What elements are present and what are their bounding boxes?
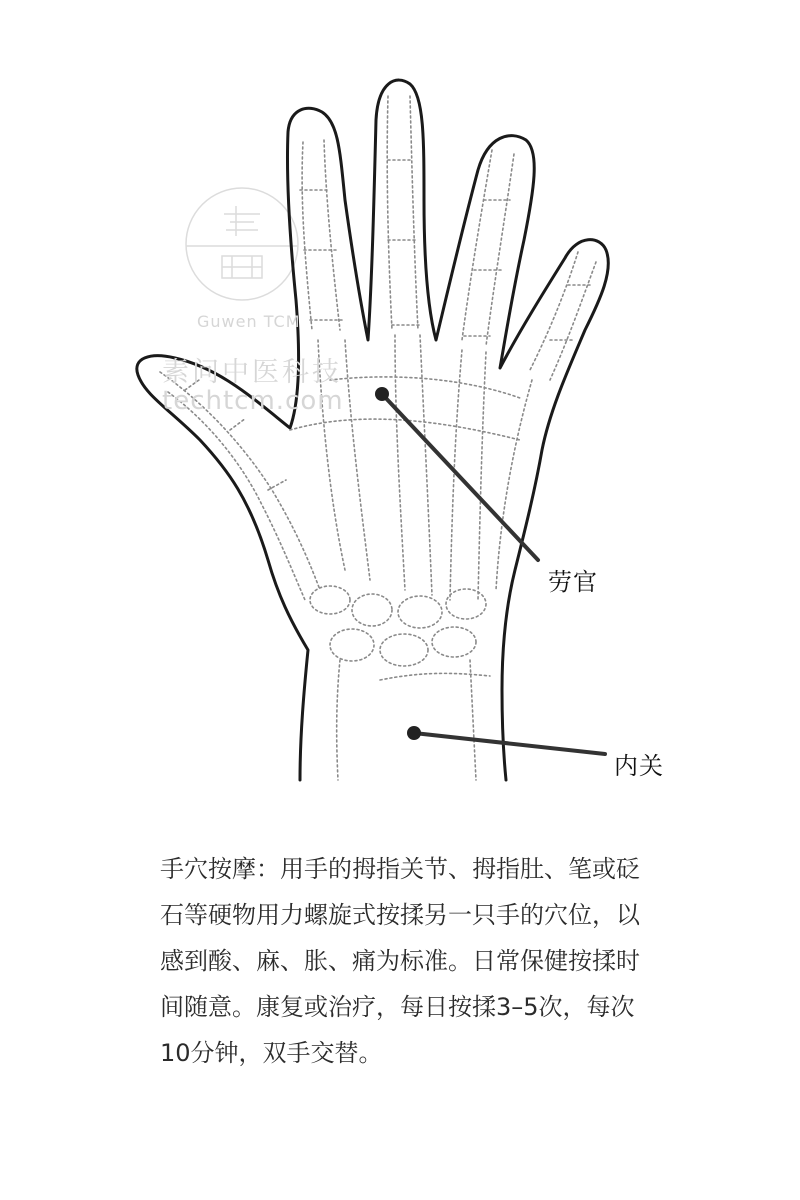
neiguan-marker (407, 726, 605, 754)
watermark-url: techtcm.com (162, 386, 344, 416)
watermark-english: Guwen TCM (197, 312, 301, 331)
watermark-chinese: 素问中医科技 (162, 357, 342, 388)
hand-outline (137, 80, 608, 780)
acupoint-label-neiguan: 内关 (614, 752, 664, 780)
massage-instructions: 手穴按摩：用手的拇指关节、拇指肚、笔或砭石等硬物用力螺旋式按揉另一只手的穴位，以感到酸、麻、胀、痛为标准。日常保健按揉时间随意。康复或治疗，每日按揉3–5次，每次10分钟，双手交替。 (160, 855, 640, 1067)
acupoint-label-laogong: 劳官 (548, 568, 598, 596)
laogong-marker (375, 387, 538, 560)
neiguan-dot-icon (407, 726, 421, 740)
watermark-logo-icon (186, 188, 298, 300)
laogong-dot-icon (375, 387, 389, 401)
